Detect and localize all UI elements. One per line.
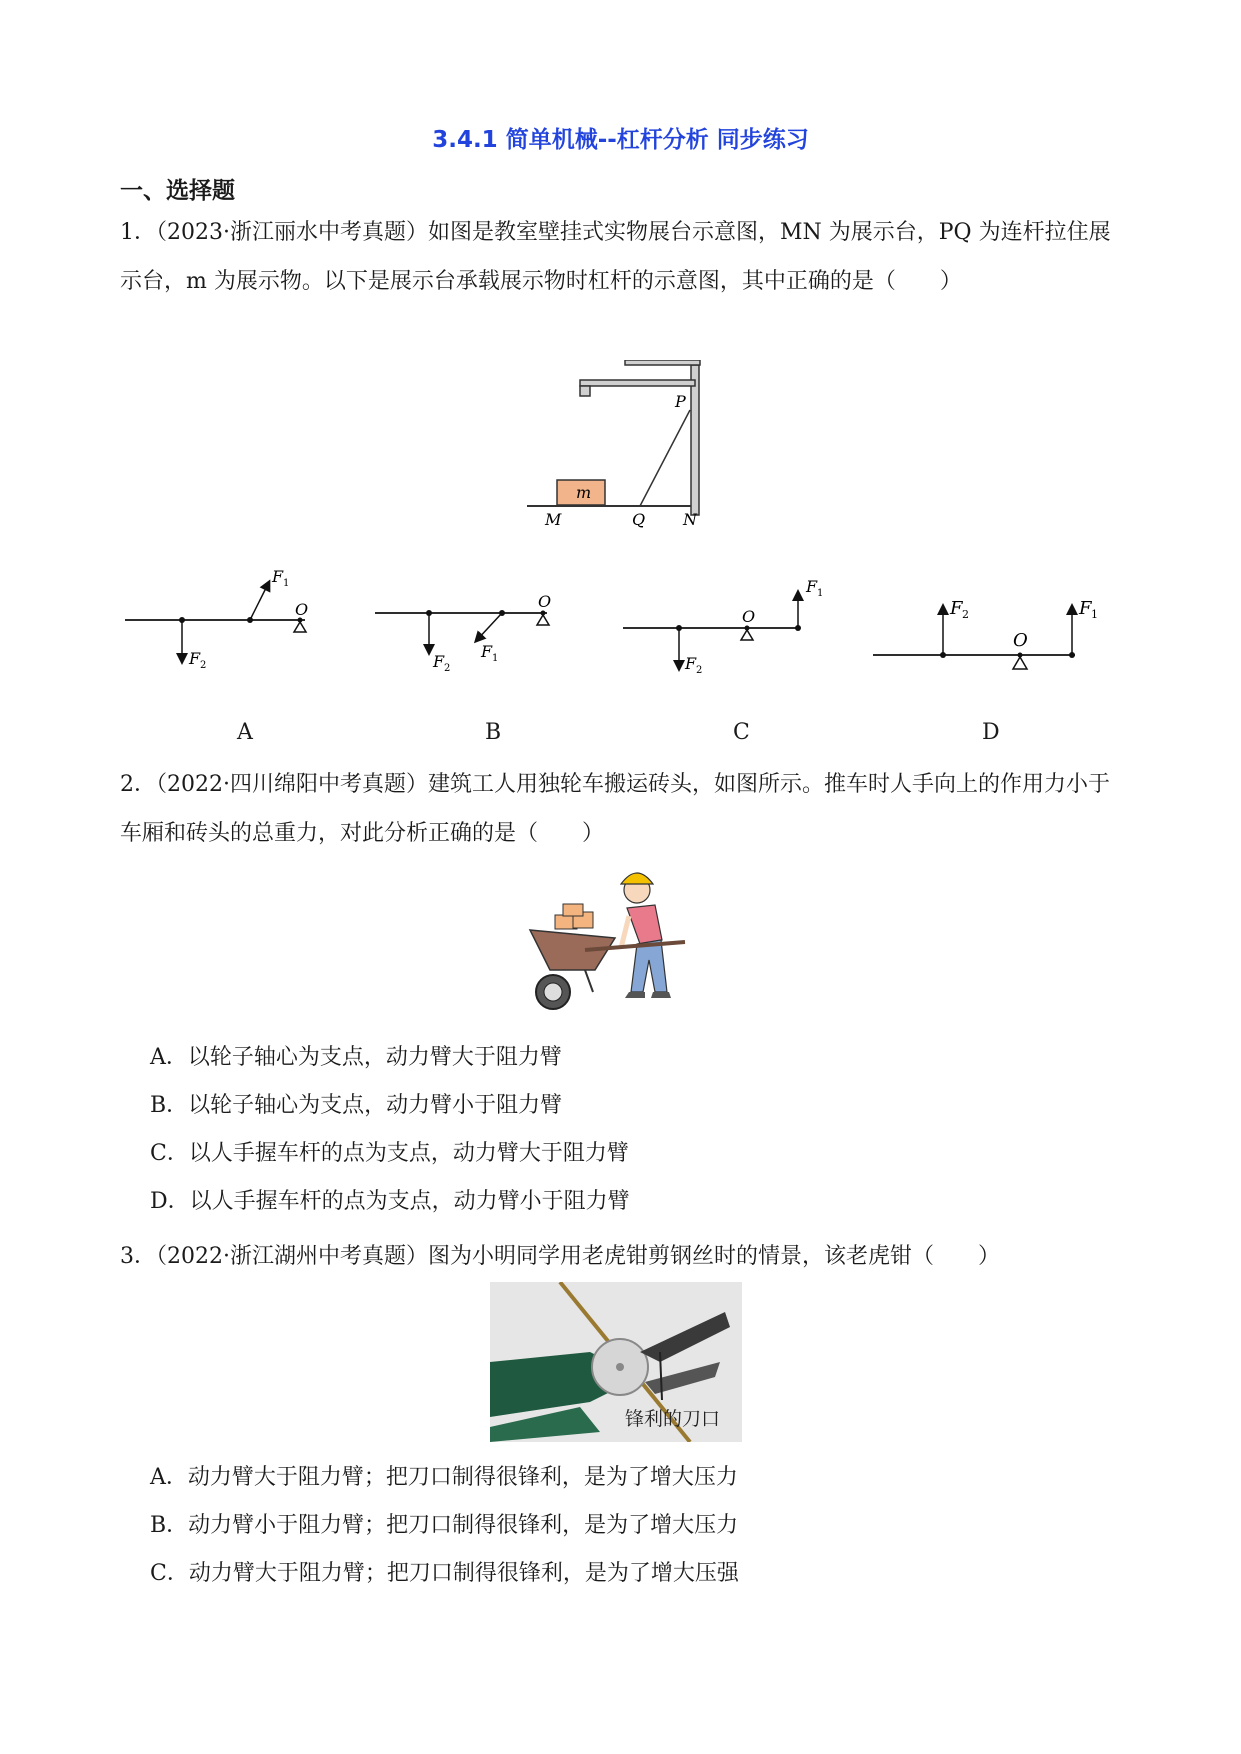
svg-text:2: 2 (962, 608, 969, 621)
q2-option-a: A．以轮子轴心为支点，动力臂大于阻力臂 (150, 1045, 562, 1070)
svg-text:F: F (189, 649, 201, 668)
lever-diagram-c (623, 577, 823, 675)
q3-option-c: C．动力臂大于阻力臂；把刀口制得很锋利，是为了增大压强 (150, 1561, 739, 1586)
wheelbarrow-figure (525, 860, 700, 1020)
q2-option-d: D．以人手握车杆的点为支点，动力臂小于阻力臂 (150, 1189, 630, 1214)
svg-text:2: 2 (696, 665, 703, 675)
option-label-a: A (237, 720, 253, 745)
svg-text:2: 2 (444, 663, 451, 674)
label-N: N (683, 510, 697, 529)
svg-text:F: F (685, 654, 697, 673)
svg-text:1: 1 (492, 653, 499, 664)
q2-option-b: B．以轮子轴心为支点，动力臂小于阻力臂 (150, 1093, 563, 1118)
label-p: P (675, 392, 686, 411)
svg-text:O: O (538, 592, 552, 611)
svg-text:O: O (742, 607, 756, 626)
svg-text:F: F (272, 567, 284, 586)
svg-text:F: F (1079, 598, 1092, 619)
svg-text:O: O (295, 600, 309, 619)
lever-diagram-a (125, 567, 308, 671)
q3-option-b: B．动力臂小于阻力臂；把刀口制得很锋利，是为了增大压力 (150, 1513, 739, 1538)
svg-text:F: F (950, 598, 963, 619)
photo-caption: 锋利的刀口 (625, 1408, 721, 1430)
question-3-text: 3．（2022·浙江湖州中考真题）图为小明同学用老虎钳剪钢丝时的情景，该老虎钳（ ） (120, 1244, 1000, 1269)
svg-text:F: F (806, 577, 818, 596)
svg-text:1: 1 (1091, 608, 1098, 621)
option-label-c: C (733, 720, 750, 745)
svg-text:F: F (433, 652, 445, 671)
option-label-d: D (982, 720, 1000, 745)
label-m: m (576, 483, 592, 502)
label-Q: Q (632, 510, 646, 529)
option-label-b: B (485, 720, 502, 745)
svg-text:O: O (1013, 630, 1028, 651)
rod-pq (640, 410, 690, 506)
lever-diagram-d (873, 598, 1098, 669)
question-1-text: 1．（2023·浙江丽水中考真题）如图是教室壁挂式实物展台示意图，MN 为展示台，PQ 为连杆拉住展示台，m 为展示物。以下是展示台承载展示物时杠杆的示意图，其中正确的是（ ） (120, 220, 1111, 294)
svg-text:F: F (481, 642, 493, 661)
display-stand-figure (525, 360, 725, 535)
question-2-text: 2．（2022·四川绵阳中考真题）建筑工人用独轮车搬运砖头，如图所示。推车时人手向上的作用力小于车厢和砖头的总重力，对此分析正确的是（ ） (120, 772, 1110, 846)
svg-text:1: 1 (817, 588, 824, 599)
page-title: 3.4.1 简单机械--杠杆分析 同步练习 (432, 127, 809, 153)
q2-option-c: C．以人手握车杆的点为支点，动力臂大于阻力臂 (150, 1141, 629, 1166)
label-M: M (545, 510, 562, 529)
pliers-photo (490, 1282, 742, 1442)
q3-option-a: A．动力臂大于阻力臂；把刀口制得很锋利，是为了增大压力 (150, 1465, 738, 1490)
svg-text:2: 2 (200, 660, 207, 671)
section-heading: 一、选择题 (120, 178, 235, 204)
lever-options-figure (115, 565, 1125, 675)
lever-diagram-b (375, 592, 551, 674)
svg-text:1: 1 (283, 578, 290, 589)
